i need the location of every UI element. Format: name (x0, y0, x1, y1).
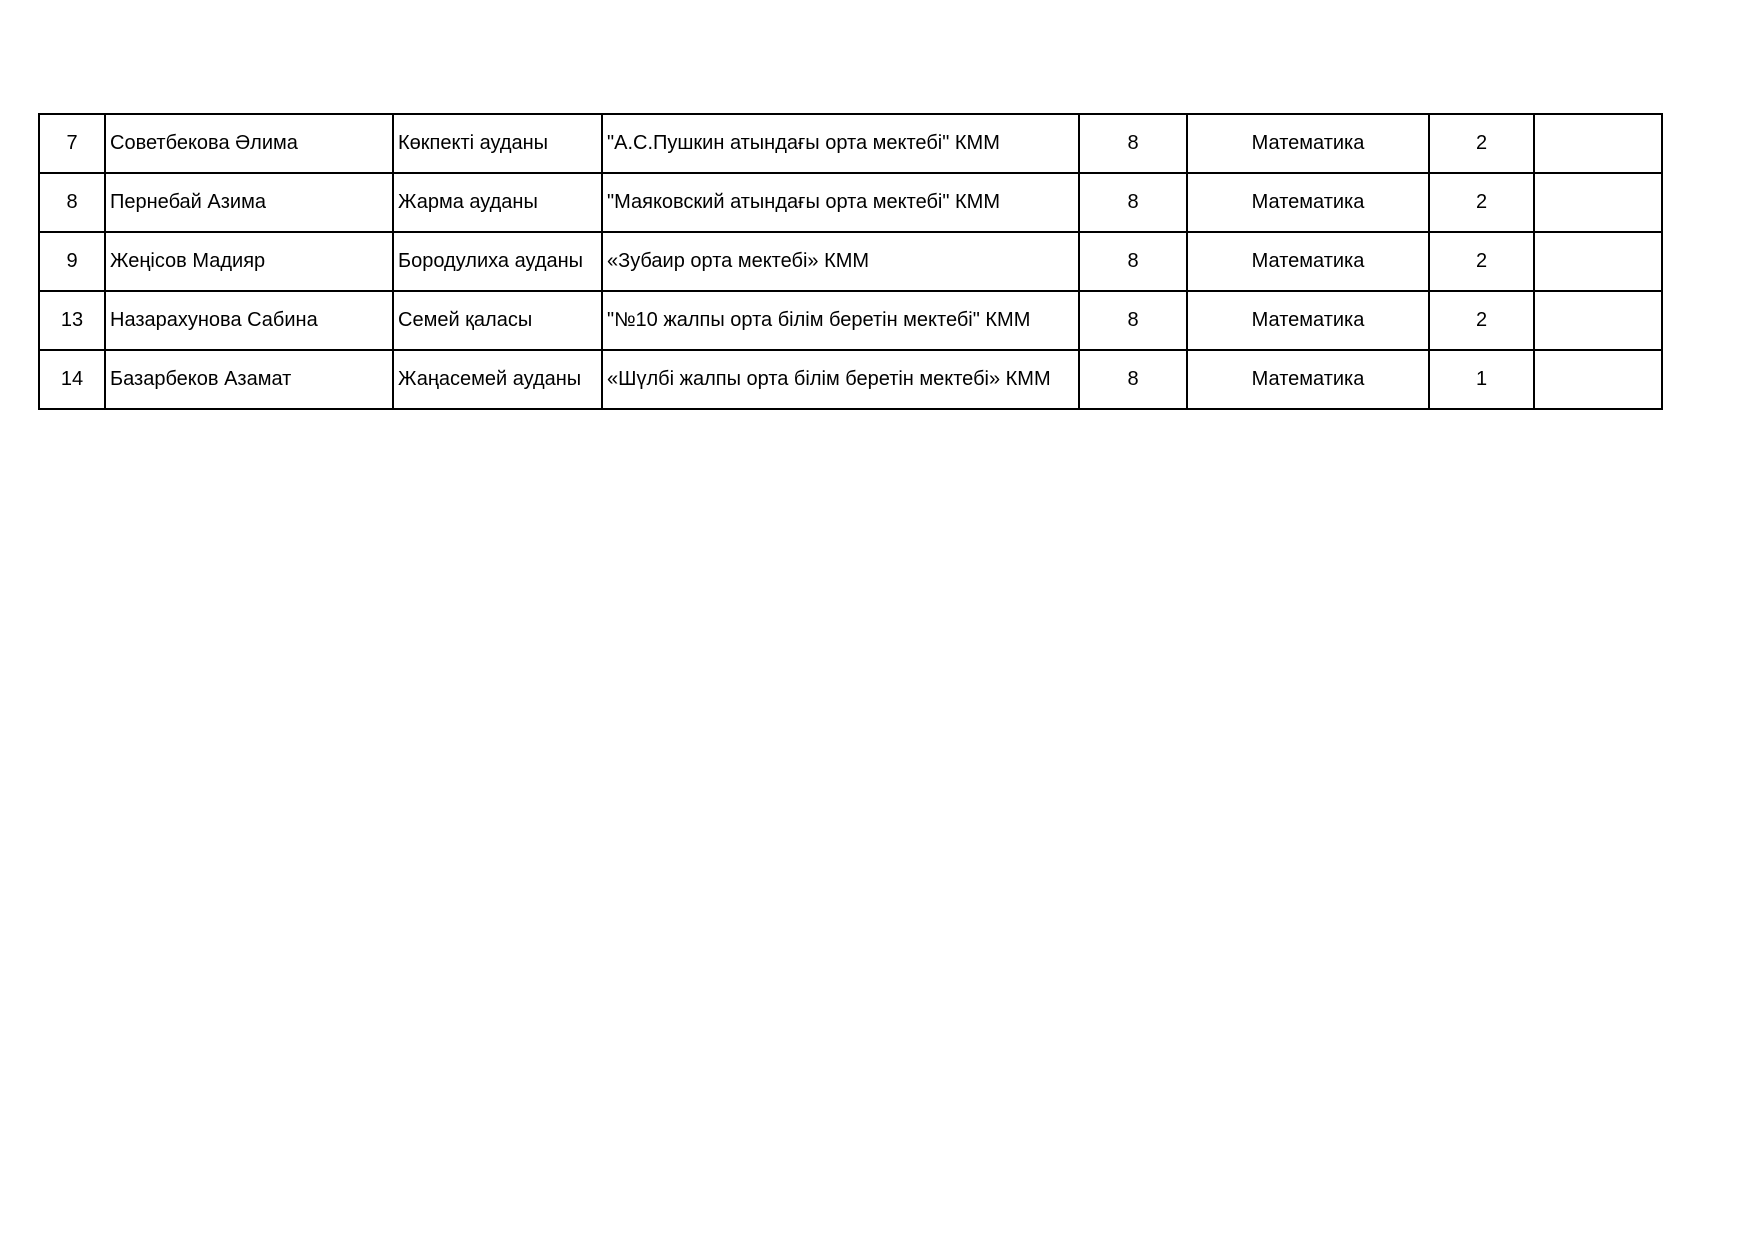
district: Жаңасемей ауданы (393, 350, 602, 409)
grade: 8 (1079, 291, 1187, 350)
table-row (39, 173, 1662, 232)
student-name: Базарбеков Азамат (105, 350, 393, 409)
grade: 8 (1079, 173, 1187, 232)
school: "А.С.Пушкин атындағы орта мектебі" КММ (602, 114, 1079, 173)
school: «Шүлбі жалпы орта білім беретін мектебі» КММ (602, 350, 1079, 409)
score: 2 (1429, 173, 1534, 232)
row-number: 7 (39, 114, 105, 173)
table-row (39, 232, 1662, 291)
district: Жарма ауданы (393, 173, 602, 232)
row-number: 14 (39, 350, 105, 409)
subject: Математика (1187, 232, 1429, 291)
student-name: Назарахунова Сабина (105, 291, 393, 350)
subject: Математика (1187, 173, 1429, 232)
results-table (38, 113, 1663, 410)
school: "Маяковский атындағы орта мектебі" КММ (602, 173, 1079, 232)
grade: 8 (1079, 114, 1187, 173)
grade: 8 (1079, 350, 1187, 409)
extra-cell (1534, 291, 1662, 350)
district: Семей қаласы (393, 291, 602, 350)
subject: Математика (1187, 291, 1429, 350)
row-number: 13 (39, 291, 105, 350)
extra-cell (1534, 232, 1662, 291)
school: "№10 жалпы орта білім беретін мектебі" КММ (602, 291, 1079, 350)
score: 1 (1429, 350, 1534, 409)
row-number: 9 (39, 232, 105, 291)
grade: 8 (1079, 232, 1187, 291)
score: 2 (1429, 291, 1534, 350)
score: 2 (1429, 232, 1534, 291)
subject: Математика (1187, 350, 1429, 409)
district: Бородулиха ауданы (393, 232, 602, 291)
student-name: Жеңісов Мадияр (105, 232, 393, 291)
table-row (39, 350, 1662, 409)
table-row (39, 291, 1662, 350)
extra-cell (1534, 114, 1662, 173)
extra-cell (1534, 350, 1662, 409)
student-name: Пернебай Азима (105, 173, 393, 232)
student-name: Советбекова Әлима (105, 114, 393, 173)
score: 2 (1429, 114, 1534, 173)
extra-cell (1534, 173, 1662, 232)
subject: Математика (1187, 114, 1429, 173)
table-row (39, 114, 1662, 173)
district: Көкпекті ауданы (393, 114, 602, 173)
row-number: 8 (39, 173, 105, 232)
school: «Зубаир орта мектебі» КММ (602, 232, 1079, 291)
